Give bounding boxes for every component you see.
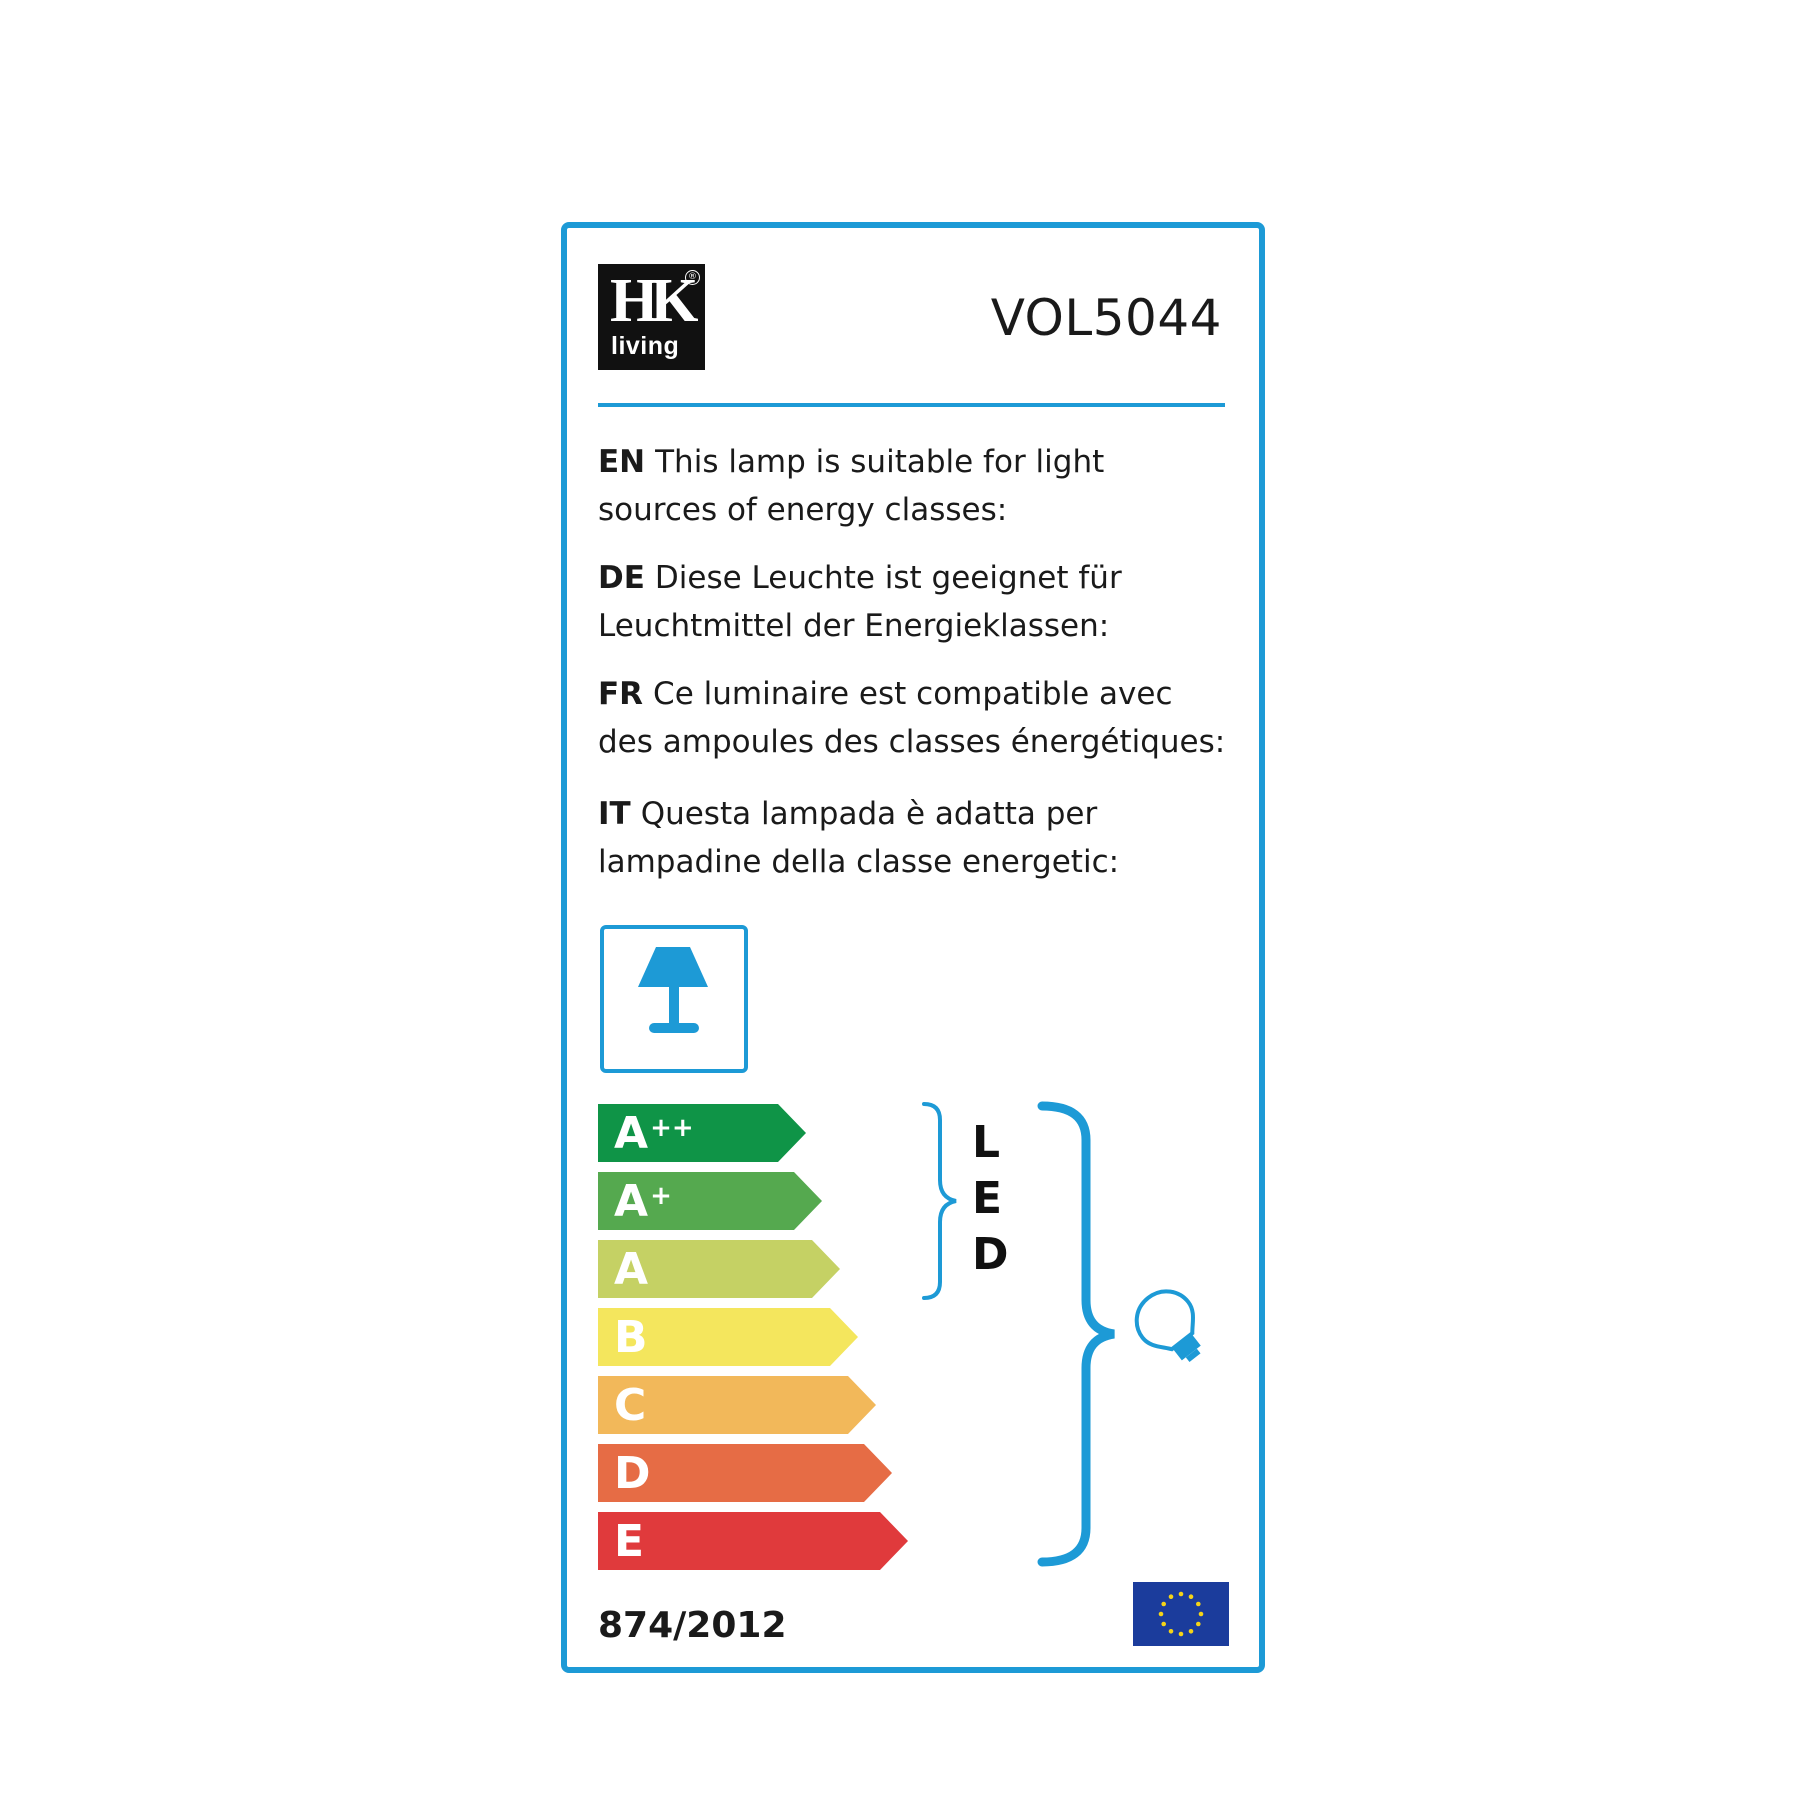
led-brace [920, 1100, 960, 1302]
statement-line: Questa lampada è adatta per [640, 796, 1098, 832]
all-classes-brace [1036, 1100, 1116, 1570]
class-letter: B [614, 1312, 648, 1363]
eu-star [1179, 1632, 1184, 1637]
logo-mark: HK [610, 267, 691, 335]
header-divider [598, 403, 1225, 407]
statement-de [598, 554, 1248, 650]
logo-subtitle: living [611, 332, 680, 360]
led-letter-e: E [972, 1173, 1003, 1224]
statement-line: Ce luminaire est compatible avec [653, 676, 1173, 712]
led-letter-d: D [972, 1229, 1009, 1280]
statement-en [598, 438, 1248, 534]
class-letter: E [614, 1516, 645, 1567]
statement-fr [598, 670, 1248, 766]
eu-star [1189, 1629, 1194, 1634]
eu-star [1199, 1612, 1204, 1617]
statement-line: sources of energy classes: [598, 492, 1008, 528]
light-bulb-icon [1126, 1282, 1216, 1372]
statement-line: Diese Leuchte ist geeignet für [654, 560, 1122, 596]
table-lamp-icon [600, 925, 748, 1073]
class-arrow [598, 1512, 908, 1570]
hk-living-logo [598, 264, 705, 370]
eu-star [1189, 1594, 1194, 1599]
lang-code: EN [598, 444, 646, 480]
class-letter: A [614, 1244, 649, 1295]
regulation-number: 874/2012 [598, 1605, 787, 1646]
class-letter: A++ [614, 1108, 694, 1159]
lang-code: FR [598, 676, 644, 712]
lang-code: IT [598, 796, 631, 832]
eu-flag-icon [1133, 1582, 1229, 1646]
eu-star [1169, 1629, 1174, 1634]
led-letter-l: L [972, 1117, 1001, 1168]
registered-mark: ® [685, 270, 700, 285]
statement-line: lampadine della classe energetic: [598, 844, 1120, 880]
statement-line: This lamp is suitable for light [655, 444, 1105, 480]
eu-star [1179, 1592, 1184, 1597]
eu-star [1159, 1612, 1164, 1617]
model-number: VOL5044 [990, 289, 1222, 347]
eu-star [1161, 1602, 1166, 1607]
lang-code: DE [598, 560, 645, 596]
class-letter: C [614, 1380, 647, 1431]
class-letter: A+ [614, 1176, 672, 1227]
statement-line: des ampoules des classes énergétiques: [598, 724, 1226, 760]
eu-star [1196, 1622, 1201, 1627]
class-letter: D [614, 1448, 651, 1499]
energy-class-scale [598, 1104, 928, 1574]
statement-it [598, 790, 1248, 886]
eu-star [1169, 1594, 1174, 1599]
eu-star [1161, 1622, 1166, 1627]
eu-star [1196, 1602, 1201, 1607]
statement-line: Leuchtmittel der Energieklassen: [598, 608, 1110, 644]
